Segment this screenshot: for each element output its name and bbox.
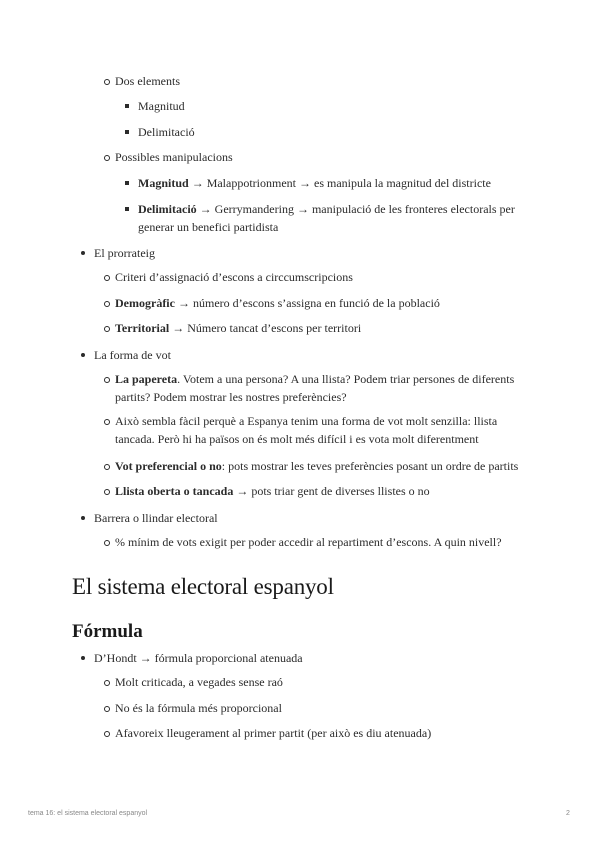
list-item: Afavoreix lleugerament al primer partit (per això es diu atenuada) bbox=[115, 726, 432, 740]
list-item: Magnitud bbox=[138, 99, 185, 113]
square-bullet-icon bbox=[125, 181, 129, 185]
term: Vot preferencial o no bbox=[115, 459, 222, 473]
circle-bullet-icon bbox=[104, 419, 110, 425]
list-item: Això sembla fàcil perquè a Espanya tenim una forma de vot molt senzilla: llista tancada. Però hi ha països on és molt més difícil i es vota molt diferentment bbox=[115, 414, 498, 446]
page-number: 2 bbox=[566, 810, 570, 817]
list-item: La forma de vot bbox=[94, 348, 171, 362]
square-bullet-icon bbox=[125, 130, 129, 134]
list-item bbox=[138, 174, 491, 192]
section-title: El sistema electoral espanyol bbox=[72, 574, 334, 599]
disc-bullet-icon bbox=[81, 656, 85, 660]
list-item bbox=[115, 482, 430, 500]
subsection-title: Fórmula bbox=[72, 621, 143, 642]
circle-bullet-icon bbox=[104, 540, 110, 546]
list-item bbox=[115, 370, 525, 406]
circle-bullet-icon bbox=[104, 489, 110, 495]
disc-bullet-icon bbox=[81, 353, 85, 357]
list-item: Molt criticada, a vegades sense raó bbox=[115, 675, 283, 689]
circle-bullet-icon bbox=[104, 326, 110, 332]
list-item: No és la fórmula més proporcional bbox=[115, 701, 282, 715]
circle-bullet-icon bbox=[104, 680, 110, 686]
list-item: Delimitació bbox=[138, 125, 195, 139]
circle-bullet-icon bbox=[104, 464, 110, 470]
definition: . Votem a una persona? A una llista? Podem triar persones de diferents partits? Podem mostrar les nostres preferències? bbox=[115, 372, 515, 404]
definition: → Malappotrionment → es manipula la magnitud del districte bbox=[188, 176, 491, 190]
definition: → Gerrymandering → manipulació de les fronteres electorals per generar un benefici partidista bbox=[138, 202, 515, 234]
definition: → Número tancat d’escons per territori bbox=[169, 321, 362, 335]
list-item: D’Hondt → fórmula proporcional atenuada bbox=[94, 651, 303, 665]
list-item: Dos elements bbox=[115, 74, 180, 88]
circle-bullet-icon bbox=[104, 377, 110, 383]
disc-bullet-icon bbox=[81, 516, 85, 520]
disc-bullet-icon bbox=[81, 251, 85, 255]
term: La papereta bbox=[115, 372, 178, 386]
list-item: Criteri d’assignació d’escons a circcumscripcions bbox=[115, 270, 353, 284]
circle-bullet-icon bbox=[104, 275, 110, 281]
term: Delimitació bbox=[138, 202, 197, 216]
term: Territorial bbox=[115, 321, 170, 335]
list-item: El prorrateig bbox=[94, 246, 155, 260]
footer-title: tema 16: el sistema electoral espanyol bbox=[28, 810, 148, 817]
circle-bullet-icon bbox=[104, 731, 110, 737]
circle-bullet-icon bbox=[104, 301, 110, 307]
list-item: % mínim de vots exigit per poder accedir al repartiment d’escons. A quin nivell? bbox=[115, 535, 502, 549]
definition: : pots mostrar les teves preferències posant un ordre de partits bbox=[221, 459, 519, 473]
list-item bbox=[115, 294, 440, 312]
list-item bbox=[138, 200, 530, 236]
list-item bbox=[115, 457, 518, 475]
circle-bullet-icon bbox=[104, 706, 110, 712]
term: Demogràfic bbox=[115, 296, 175, 310]
definition: → pots triar gent de diverses llistes o no bbox=[233, 484, 430, 498]
definition: → número d’escons s’assigna en funció de la població bbox=[174, 296, 440, 310]
circle-bullet-icon bbox=[104, 155, 110, 161]
list-item: Barrera o llindar electoral bbox=[94, 511, 218, 525]
term: Llista oberta o tancada bbox=[115, 484, 234, 498]
term: Magnitud bbox=[138, 176, 189, 190]
list-item bbox=[115, 319, 361, 337]
list-item: Possibles manipulacions bbox=[115, 150, 233, 164]
square-bullet-icon bbox=[125, 207, 129, 211]
square-bullet-icon bbox=[125, 104, 129, 108]
circle-bullet-icon bbox=[104, 79, 110, 85]
